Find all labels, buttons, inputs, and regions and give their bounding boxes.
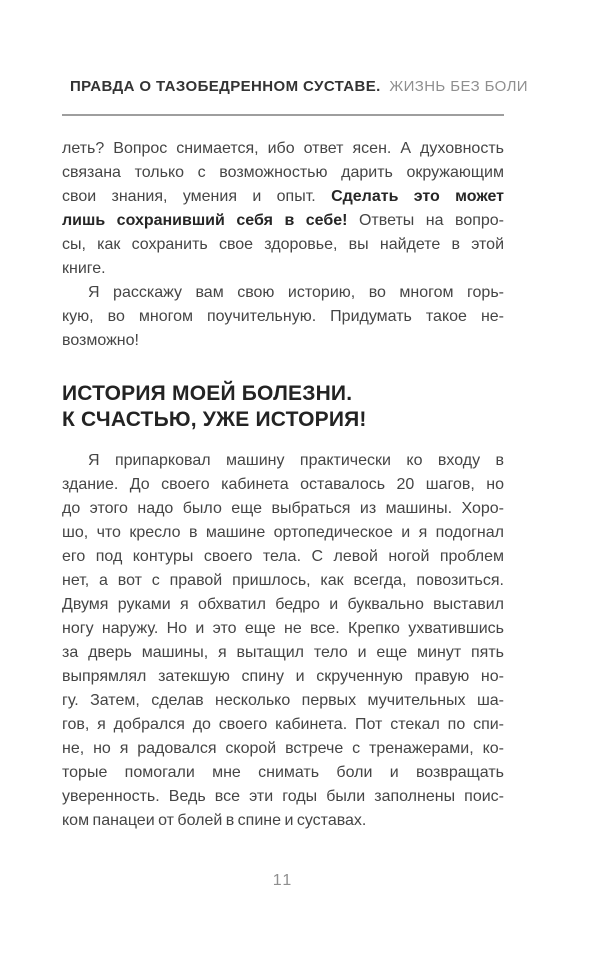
- text-line: [62, 809, 504, 833]
- text-line: [62, 785, 504, 809]
- section-heading: [62, 381, 504, 433]
- text-run: торые помогали мне снимать боли и возвращать: [62, 764, 504, 781]
- text-run: Ответы на вопро-: [347, 212, 505, 229]
- text-run: его под контуры своего тела. С левой ногой проблем: [62, 548, 504, 565]
- text-line: [62, 185, 504, 209]
- text-line: [62, 569, 504, 593]
- text-line: [62, 593, 504, 617]
- body-text: [62, 137, 504, 833]
- text-run: книге.: [62, 260, 106, 277]
- text-line: [62, 449, 504, 473]
- text-line: [62, 233, 504, 257]
- text-line: [62, 689, 504, 713]
- text-run: уверенность. Ведь все эти годы были заполнены поис-: [62, 788, 504, 805]
- text-run: не, но я радовался скорой встрече с тренажерами, ко-: [62, 740, 504, 757]
- text-line: [62, 713, 504, 737]
- text-run: гов, я добрался до своего кабинета. Пот стекал по спи-: [62, 716, 504, 733]
- text-run: свои знания, умения и опыт.: [62, 188, 332, 205]
- text-run: возможно!: [62, 332, 139, 349]
- running-head-title: ПРАВДА О ТАЗОБЕДРЕННОМ СУСТАВЕ.: [70, 78, 381, 95]
- paragraph: [62, 449, 504, 833]
- text-run: кую, во многом поучительную. Придумать такое не-: [62, 308, 504, 325]
- text-line: [62, 641, 504, 665]
- text-run: здание. До своего кабинета оставалось 20 шагов, но: [62, 476, 504, 493]
- header-divider: [62, 114, 504, 116]
- text-run: Двумя руками я обхватил бедро и буквально выставил: [62, 596, 504, 613]
- emphasis-text: лишь сохранивший себя в себе!: [62, 212, 348, 229]
- text-line: [62, 329, 504, 353]
- section-heading-line: К СЧАСТЬЮ, УЖЕ ИСТОРИЯ!: [62, 408, 367, 431]
- text-line: [62, 545, 504, 569]
- text-line: [62, 281, 504, 305]
- text-run: за дверь машины, я вытащил тело и еще минут пять: [62, 644, 504, 661]
- text-line: [62, 665, 504, 689]
- page-number: 11: [272, 872, 294, 889]
- running-head-subtitle: ЖИЗНЬ БЕЗ БОЛИ: [389, 78, 528, 95]
- paragraph: [62, 137, 504, 281]
- text-run: леть? Вопрос снимается, ибо ответ ясен. А духовность: [62, 140, 504, 157]
- text-line: [62, 521, 504, 545]
- text-line: [62, 209, 504, 233]
- text-run: гу. Затем, сделав несколько первых мучительных ша-: [62, 692, 504, 709]
- text-line: [62, 305, 504, 329]
- text-run: шо, что кресло в машине ортопедическое и я подогнал: [62, 524, 504, 541]
- text-line: [62, 497, 504, 521]
- text-run: до этого надо было еще выбраться из машины. Хоро-: [62, 500, 504, 517]
- text-line: [62, 473, 504, 497]
- paragraph: [62, 281, 504, 353]
- text-run: выпрямлял затекшую спину и скрученную правую но-: [62, 668, 504, 685]
- text-line: [62, 761, 504, 785]
- emphasis-text: Сделать это может: [331, 188, 504, 205]
- running-head: [70, 78, 590, 96]
- text-line: [62, 617, 504, 641]
- text-run: Я расскажу вам свою историю, во многом горь-: [88, 284, 504, 301]
- text-line: [62, 737, 504, 761]
- text-run: ком панацеи от болей в спине и суставах.: [62, 812, 367, 829]
- text-run: нет, а вот с правой пришлось, как всегда, повозиться.: [62, 572, 504, 589]
- text-run: сы, как сохранить свое здоровье, вы найдете в этой: [62, 236, 504, 253]
- section-heading-line: ИСТОРИЯ МОЕЙ БОЛЕЗНИ.: [62, 382, 353, 405]
- text-run: Я припарковал машину практически ко входу в: [88, 452, 504, 469]
- text-line: [62, 257, 504, 281]
- text-run: связана только с возможностью дарить окружающим: [62, 164, 504, 181]
- text-line: [62, 137, 504, 161]
- text-run: ногу наружу. Но и это еще не все. Крепко ухватившись: [62, 620, 504, 637]
- text-line: [62, 161, 504, 185]
